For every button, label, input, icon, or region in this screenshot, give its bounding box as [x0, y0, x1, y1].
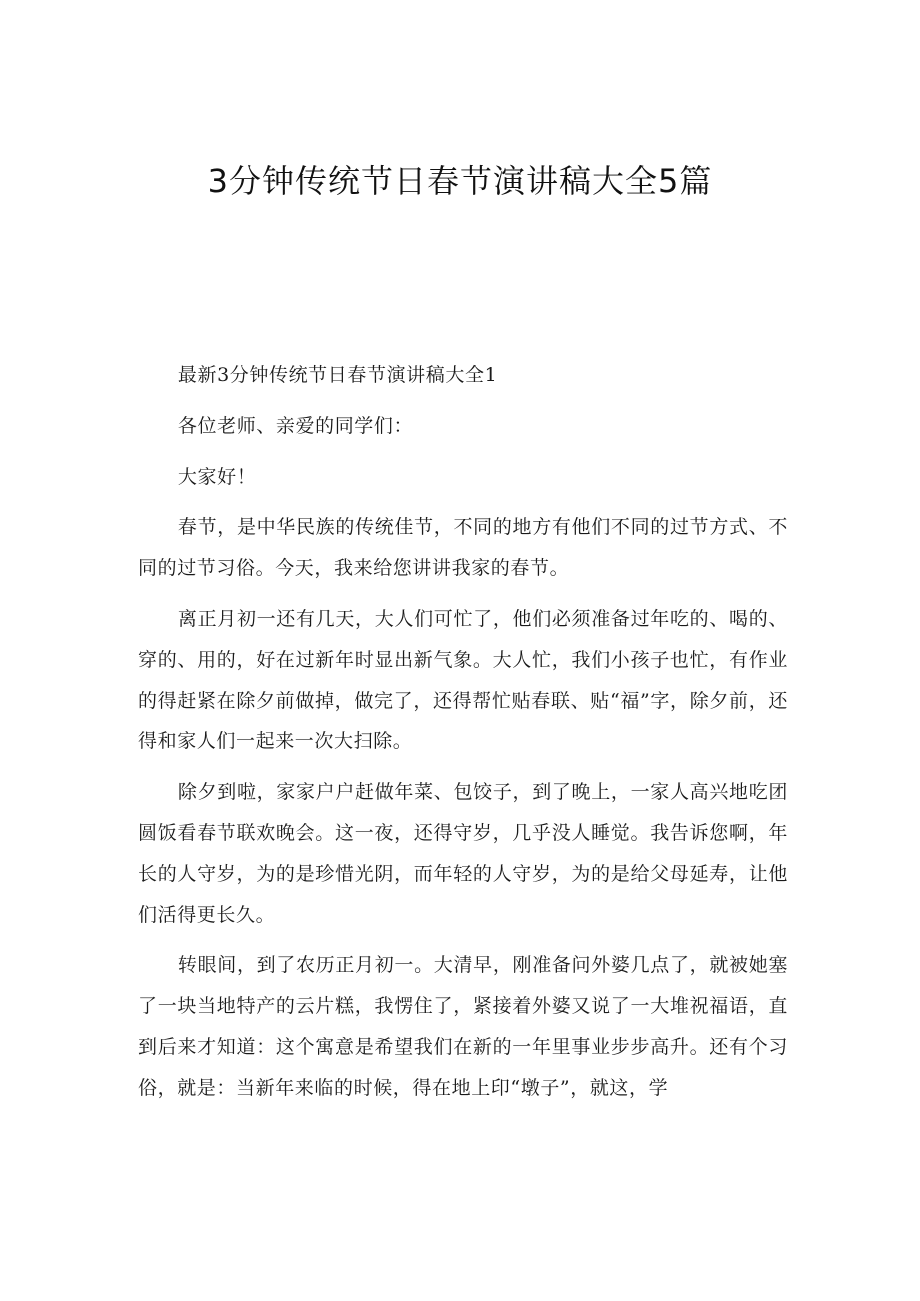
greeting: 大家好！ — [177, 465, 257, 488]
document-title: 3分钟传统节日春节演讲稿大全5篇 — [207, 162, 713, 200]
section-heading: 最新3分钟传统节日春节演讲稿大全1 — [177, 364, 498, 386]
paragraph: 春节，是中华民族的传统佳节，不同的地方有他们不同的过节方式、不同的过节习俗。今天，我来给您讲讲我家的春节。 — [138, 516, 788, 580]
salutation: 各位老师、亲爱的同学们： — [177, 414, 414, 437]
paragraph: 离正月初一还有几天，大人们可忙了，他们必须准备过年吃的、喝的、穿的、用的，好在过新年时显出新气象。大人忙，我们小孩子也忙，有作业的得赶紧在除夕前做掉，做完了，还得帮忙贴春联、贴“福”字，除夕前，还得和家人们一起来一次大扫除。 — [138, 607, 788, 753]
document-body — [138, 355, 788, 1119]
paragraph: 除夕到啦，家家户户赶做年菜、包饺子，到了晚上，一家人高兴地吃团圆饭看春节联欢晚会。这一夜，还得守岁，几乎没人睡觉。我告诉您啊，年长的人守岁，为的是珍惜光阴，而年轻的人守岁，为的是给父母延寿，让他们活得更长久。 — [138, 781, 788, 926]
paragraph: 转眼间，到了农历正月初一。大清早，刚准备问外婆几点了，就被她塞了一块当地特产的云片糕，我愣住了，紧接着外婆又说了一大堆祝福语，直到后来才知道：这个寓意是希望我们在新的一年里事业步步高升。还有个习俗，就是：当新年来临的时候，得在地上印“墩子”，就这，学 — [138, 954, 788, 1099]
